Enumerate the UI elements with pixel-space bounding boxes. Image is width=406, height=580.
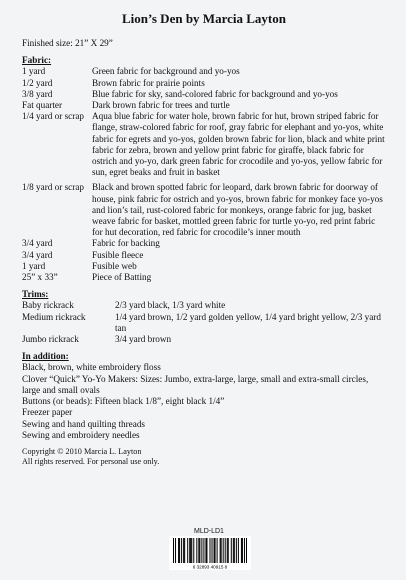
fabric-qty: 25” x 33”	[22, 272, 58, 283]
trims-heading: Trims:	[22, 289, 49, 300]
barcode-bar	[175, 538, 176, 563]
barcode-bar	[181, 538, 182, 563]
barcode-bar	[212, 538, 213, 563]
trim-row	[22, 334, 386, 345]
fabric-desc: Green fabric for background and yo-yos	[92, 66, 240, 77]
barcode-bar	[198, 538, 199, 563]
fabric-desc: Aqua blue fabric for water hole, brown fabric for hut, brown striped fabric for flange, straw-colored fabric for roof, gray fabric for elephant and yo-yos, white fabric for egrets and yo-yos, golden brown fabric for lion, black and white print fabric for zebra, brown and yellow print fabric for giraffe, black fabric for ostrich and yo-yo, dark green fabric for crocodile and yo-yos, yellow fabric for sun, egret beaks and fruit in basket	[92, 111, 385, 178]
fabric-row	[22, 111, 386, 178]
list-item: Black, brown, white embroidery floss	[22, 362, 161, 373]
fabric-qty: 1 yard	[22, 260, 46, 271]
barcode-bar	[209, 538, 210, 563]
barcode-bar	[205, 538, 206, 563]
fabric-qty: 1 yard	[22, 66, 46, 77]
fabric-row	[22, 66, 386, 77]
barcode-bar	[221, 538, 222, 563]
fabric-qty: Fat quarter	[22, 100, 63, 111]
addition-heading: In addition:	[22, 351, 69, 362]
barcode-bar	[233, 538, 234, 563]
rights-line: All rights reserved. For personal use only.	[22, 456, 160, 466]
page-title: Lion’s Den by Marcia Layton	[122, 11, 286, 26]
fabric-list	[22, 66, 386, 283]
fabric-desc: Blue fabric for sky, sand-colored fabric for background and yo-yos	[92, 88, 338, 99]
barcode-bar	[189, 538, 190, 563]
fabric-heading: Fabric:	[22, 55, 52, 66]
barcode-bar	[228, 538, 229, 563]
fabric-desc: Piece of Batting	[92, 272, 152, 283]
fabric-desc: Black and brown spotted fabric for leopard, dark brown fabric for doorway of house, pink fabric for ostrich and yo-yos, brown fabric for monkey face yo-yos and lion’s tail, rust-colored fabric for monkeys, orange fabric for jug, basket weave fabric for basket, mottled green fabric for turtle yo-yo, red print fabric for hut decoration, red fabric for crocodile’s inner mouth	[92, 182, 383, 238]
trim-desc: 2/3 yard black, 1/3 yard white	[115, 300, 226, 311]
fabric-row	[22, 100, 386, 111]
barcode-bar	[217, 538, 218, 563]
barcode-bar	[203, 538, 204, 563]
fabric-qty: 3/8 yard	[22, 88, 53, 99]
barcode-bar	[183, 538, 184, 563]
trim-desc: 3/4 yard brown	[115, 334, 172, 345]
list-item: Buttons (or beads): Fifteen black 1/8”, eight black 1/4”	[22, 396, 225, 407]
fabric-desc: Brown fabric for prairie points	[92, 77, 205, 88]
fabric-qty: 1/8 yard or scrap	[22, 182, 84, 193]
barcode-bar	[190, 538, 191, 563]
trim-label: Jumbo rickrack	[22, 334, 79, 345]
barcode-bar	[199, 538, 200, 563]
fabric-row	[22, 89, 386, 100]
trim-label: Medium rickrack	[22, 311, 86, 322]
list-item: Freezer paper	[22, 407, 73, 418]
barcode-bar	[242, 538, 243, 563]
barcode-bar	[179, 538, 180, 563]
list-item: Clover “Quick” Yo-Yo Makers: Sizes: Jumbo, extra-large, large, small and extra-small circles, large and small ovals	[22, 373, 369, 395]
fabric-row	[22, 261, 386, 272]
fabric-desc: Fusible fleece	[92, 249, 144, 260]
trim-row	[22, 300, 386, 311]
barcode-bar	[193, 538, 194, 563]
barcode-digits: 6 32893 40915 8	[192, 564, 228, 570]
barcode-bar	[173, 538, 174, 563]
barcode-bar	[223, 538, 224, 563]
barcode-bar	[244, 538, 245, 563]
barcode-bar	[231, 538, 232, 563]
product-code: MLD-LD1	[194, 528, 224, 535]
addition-list	[22, 362, 386, 440]
copyright-line: Copyright © 2010 Marcia L. Layton	[22, 446, 142, 456]
barcode-bar	[220, 538, 221, 563]
fabric-row	[22, 250, 386, 261]
barcode-bar	[246, 538, 247, 563]
barcode-bar	[184, 538, 185, 563]
barcode-icon	[169, 536, 251, 570]
barcode-bar	[238, 538, 239, 563]
trims-list	[22, 300, 386, 345]
barcode-bar	[191, 538, 192, 563]
barcode-bar	[215, 538, 216, 563]
fabric-qty: 3/4 yard	[22, 238, 53, 249]
finished-size: Finished size: 21” X 29”	[22, 38, 113, 48]
fabric-row	[22, 272, 386, 283]
trim-desc: 1/4 yard brown, 1/2 yard golden yellow, 1/4 yard bright yellow, 2/3 yard tan	[115, 311, 381, 333]
fabric-desc: Dark brown fabric for trees and turtle	[92, 100, 230, 111]
barcode-bar	[241, 538, 242, 563]
fabric-qty: 1/2 yard	[22, 77, 53, 88]
barcode-bar	[225, 538, 226, 563]
barcode-bar	[196, 538, 197, 563]
barcode-bar	[227, 538, 228, 563]
fabric-qty: 1/4 yard or scrap	[22, 111, 84, 122]
list-item: Sewing and embroidery needles	[22, 429, 140, 440]
barcode-bar	[214, 538, 215, 563]
trim-label: Baby rickrack	[22, 300, 74, 311]
fabric-desc: Fusible web	[92, 260, 137, 271]
barcode-bar	[234, 538, 235, 563]
barcode-bar	[201, 538, 202, 563]
copyright-block	[22, 447, 386, 467]
barcode-bar	[178, 538, 179, 563]
fabric-desc: Fabric for backing	[92, 238, 160, 249]
barcode-bar	[236, 538, 237, 563]
trim-row	[22, 312, 386, 334]
fabric-row	[22, 78, 386, 89]
barcode-bar	[187, 538, 188, 563]
fabric-row	[22, 238, 386, 249]
fabric-qty: 3/4 yard	[22, 249, 53, 260]
barcode-bar	[206, 538, 207, 563]
list-item: Sewing and hand quilting threads	[22, 418, 145, 429]
fabric-row	[22, 182, 386, 238]
